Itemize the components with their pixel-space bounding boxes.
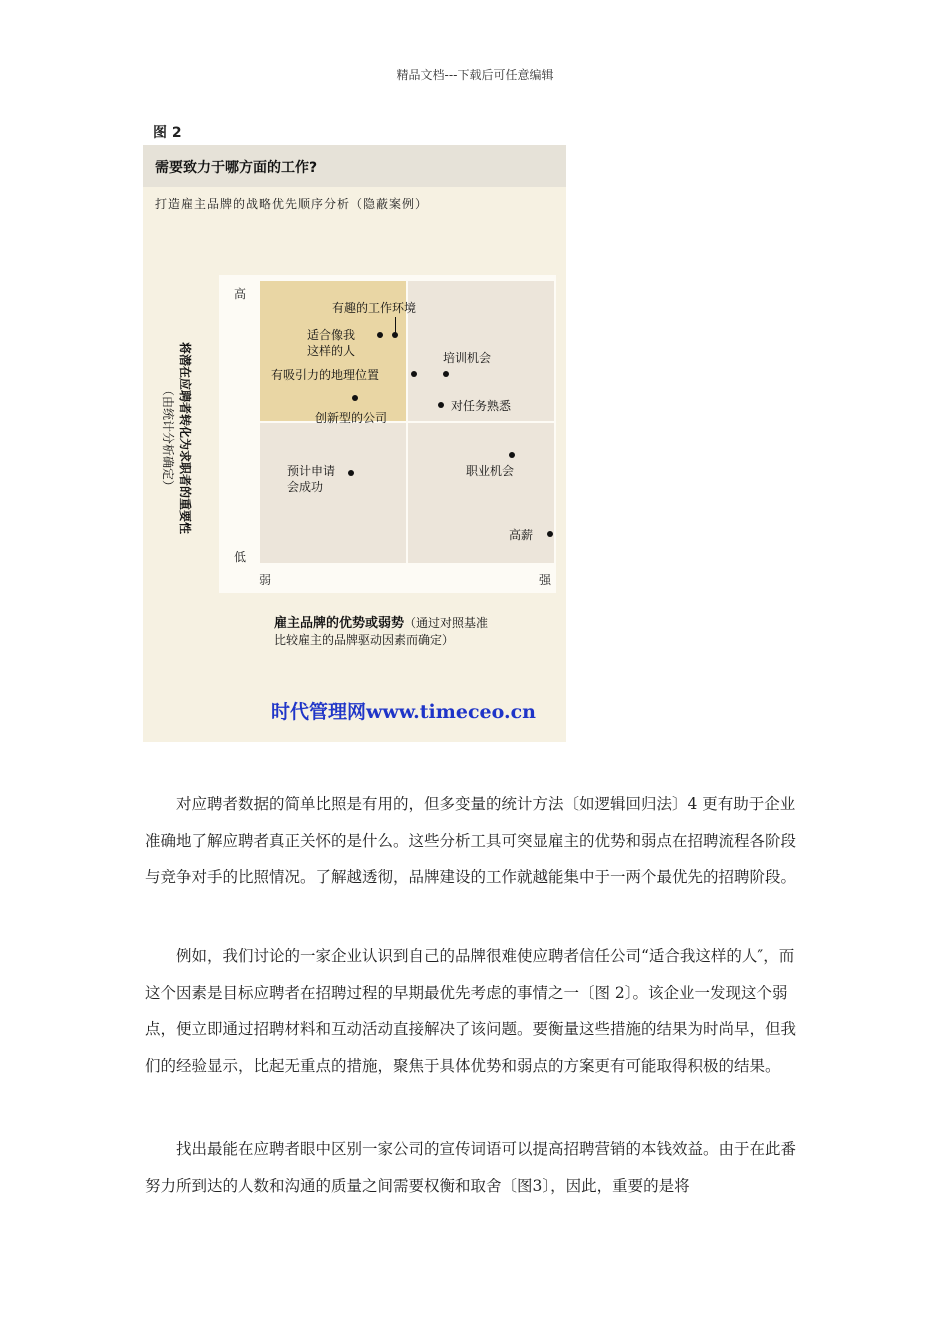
point-label-people-like-me: 适合像我 这样的人 (307, 328, 356, 358)
y-axis-label (151, 341, 201, 536)
x-axis-weak: 弱 (259, 573, 272, 587)
point-innovative (352, 395, 358, 401)
point-location (411, 371, 417, 377)
y-axis-low: 低 (234, 550, 247, 564)
figure-title: 需要致力于哪方面的工作? (155, 160, 318, 176)
point-training (443, 371, 449, 377)
y-axis-label-note: （由统计分析确定） (161, 383, 175, 492)
callout-line (395, 317, 396, 333)
point-label-training: 培训机会 (443, 351, 492, 365)
point-fun-environment (392, 332, 398, 338)
figure-title-bar (143, 145, 566, 187)
y-axis-high: 高 (234, 287, 247, 301)
paragraph-3: 找出最能在应聘者眼中区别一家公司的宣传词语可以提高招聘营销的本钱效益。由于在此番努力所到达的人数和沟通的质量之间需要权衡和取舍〔图3〕，因此，重要的是将 (145, 1140, 797, 1195)
point-label-career: 职业机会 (466, 464, 515, 478)
x-axis-label-note-1: （通过对照基准 (404, 616, 489, 630)
figure-subtitle: 打造雇主品牌的战略优先顺序分析（隐蔽案例） (155, 197, 429, 211)
point-label-familiar-tasks: 对任务熟悉 (451, 399, 512, 413)
point-high-pay (547, 531, 553, 537)
priority-matrix (219, 275, 556, 593)
x-axis-label-main: 雇主品牌的优势或弱势 (274, 616, 405, 631)
point-expected-success (348, 470, 354, 476)
paragraph-1: 对应聘者数据的简单比照是有用的，但多变量的统计方法〔如逻辑回归法〕4 更有助于企业准确地了解应聘者真正关怀的是什么。这些分析工具可突显雇主的优势和弱点在招聘流程各阶段与竞争对手的比照情况。了解越透彻，品牌建设的工作就越能集中于一两个最优先的招聘阶段。 (145, 795, 797, 886)
point-label-expected-success: 预计申请 会成功 (287, 464, 336, 494)
figure-2 (143, 145, 566, 742)
point-label-location: 有吸引力的地理位置 (271, 368, 380, 382)
figure-label: 图 2 (153, 125, 182, 141)
paragraph-2: 例如，我们讨论的一家企业认识到自己的品牌很难使应聘者信任公司“适合我这样的人″，而这个因素是目标应聘者在招聘过程的早期最优先考虑的事情之一〔图 2〕。该企业一发现这个弱点，便立即通过招聘材料和互动活动直接解决了该问题。要衡量这些措施的结果为时尚早，但我们的经验显示，比起无重点的措施，聚焦于具体优势和弱点的方案更有可能取得积极的结果。 (145, 947, 797, 1075)
point-label-innovative: 创新型的公司 (315, 411, 388, 425)
point-label-fun-environment: 有趣的工作环境 (332, 301, 417, 315)
point-career (509, 452, 515, 458)
page-header: 精品文档---下载后可任意编辑 (396, 68, 554, 82)
x-axis-label-note-2: 比较雇主的品牌驱动因素而确定） (274, 633, 455, 647)
point-people-like-me (377, 332, 383, 338)
watermark-text: 时代管理网www.timeceo.cn (271, 701, 536, 723)
x-axis-label (274, 615, 488, 649)
y-axis-label-main: 将潜在应聘者转化为求职者的重要性 (178, 341, 192, 534)
x-axis-strong: 强 (539, 573, 552, 587)
point-label-high-pay: 高薪 (509, 528, 534, 542)
point-familiar-tasks (438, 402, 444, 408)
